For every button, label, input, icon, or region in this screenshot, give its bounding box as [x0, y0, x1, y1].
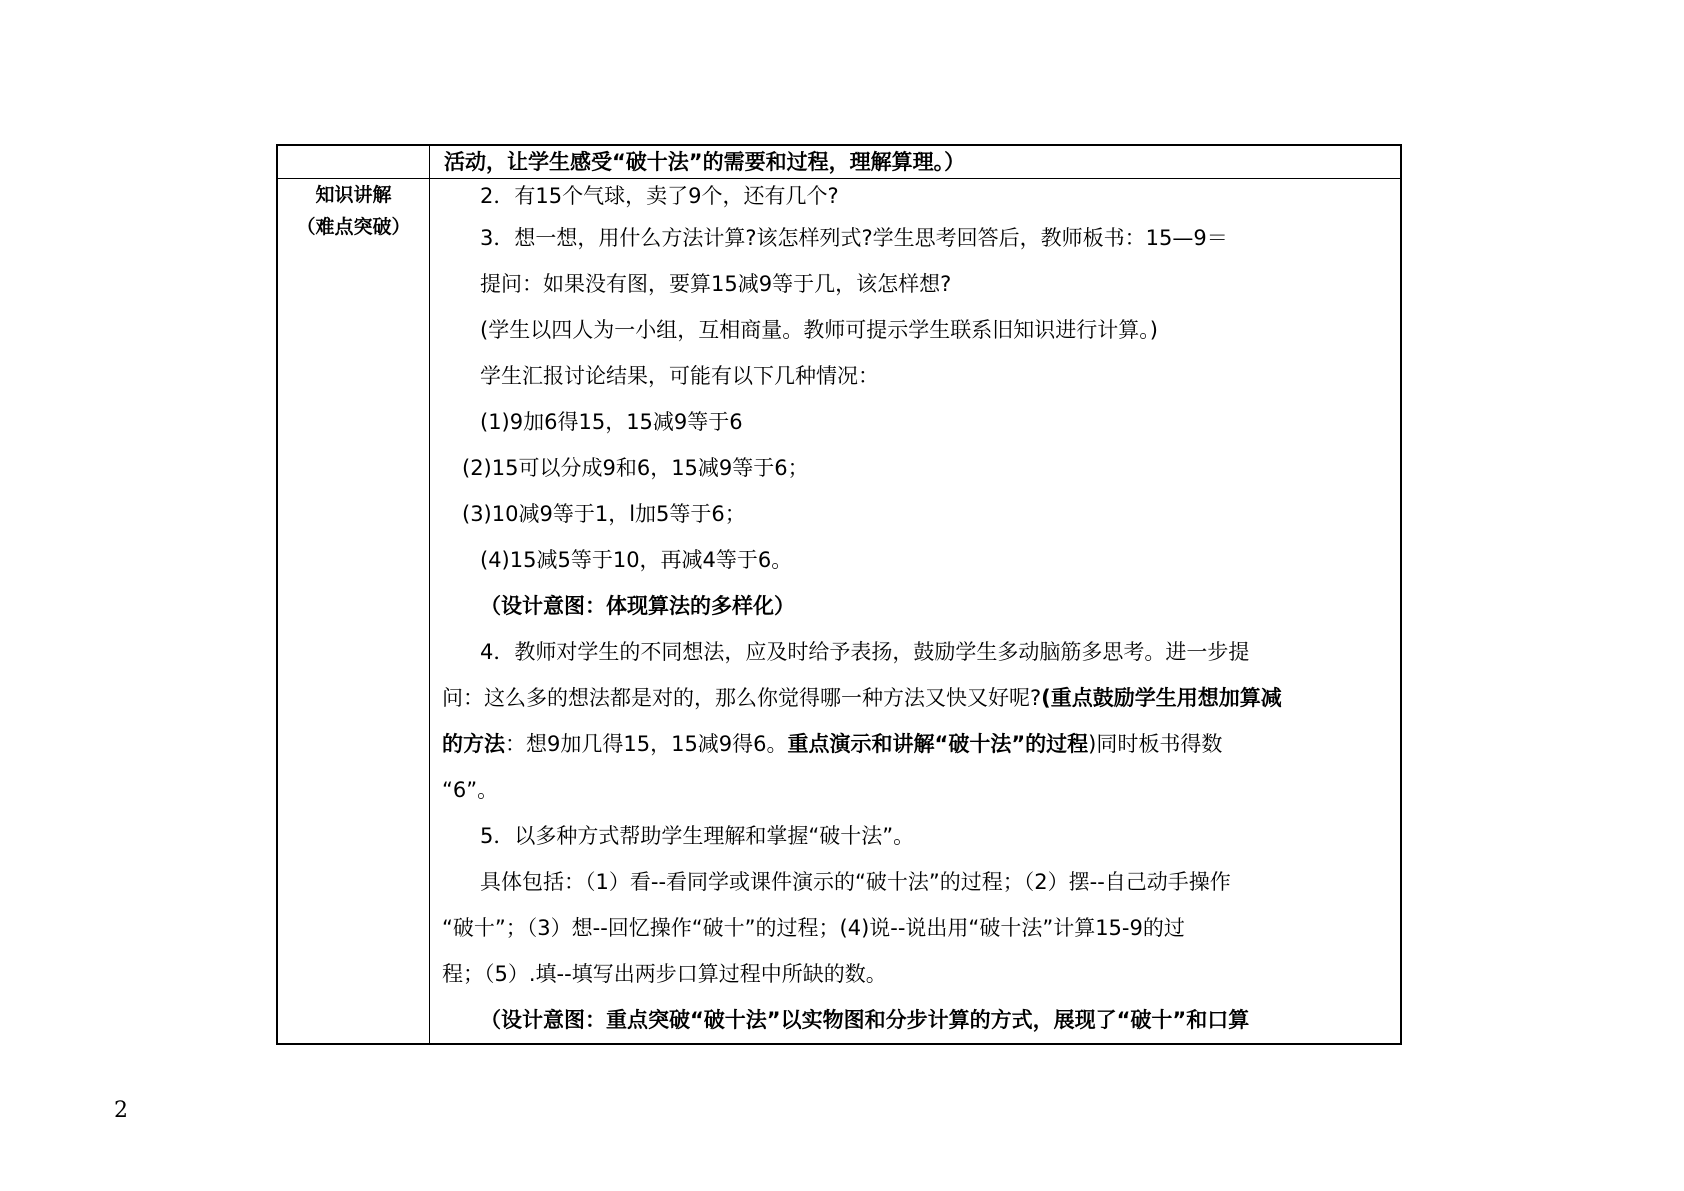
- content-text: ：想9加几得15，15减9得6。: [505, 732, 788, 756]
- content-line: 3．想一想，用什么方法计算?该怎样列式?学生思考回答后，教师板书：15—9＝: [480, 226, 1228, 250]
- section-label-cell: [277, 179, 430, 1045]
- content-line: (2)15可以分成9和6，15减9等于6；: [462, 456, 809, 480]
- section-content: [430, 179, 1400, 1043]
- content-text: 问：这么多的想法都是对的，那么你觉得哪一种方法又快又好呢?: [442, 686, 1042, 710]
- table-row: [277, 145, 1401, 179]
- content-line: 具体包括：（1）看--看同学或课件演示的“破十法”的过程；（2）摆--自己动手操作: [480, 870, 1231, 894]
- content-emphasis: (重点鼓励学生用想加算减: [1041, 686, 1282, 710]
- content-line: (学生以四人为一小组，互相商量。教师可提示学生联系旧知识进行计算。): [480, 318, 1158, 342]
- section-label: 知识讲解: [315, 184, 392, 206]
- content-emphasis: 重点演示和讲解“破十法”的过程: [787, 732, 1089, 756]
- content-line: 程；（5）.填--填写出两步口算过程中所缺的数。: [442, 962, 887, 986]
- content-line: “6”。: [442, 778, 499, 802]
- section-sublabel: （难点突破）: [296, 216, 411, 238]
- intro-text: 活动，让学生感受“破十法”的需要和过程，理解算理。）: [444, 150, 966, 174]
- table-cell-intro: [430, 145, 1402, 179]
- design-intent-line: （设计意图：重点突破“破十法”以实物图和分步计算的方式，展现了“破十”和口算: [480, 1008, 1250, 1032]
- content-line: [430, 721, 1400, 767]
- lesson-plan-table: [276, 144, 1402, 1045]
- section-content-cell: [430, 179, 1402, 1045]
- table-cell-empty: [277, 145, 430, 179]
- content-line: 4．教师对学生的不同想法，应及时给予表扬，鼓励学生多动脑筋多思考。进一步提: [480, 640, 1250, 664]
- table-row: [277, 179, 1401, 1045]
- content-text: )同时板书得数: [1088, 732, 1223, 756]
- content-line: 学生汇报讨论结果，可能有以下几种情况：: [480, 364, 879, 388]
- content-line: 5．以多种方式帮助学生理解和掌握“破十法”。: [480, 824, 915, 848]
- content-line: (1)9加6得15，15减9等于6: [480, 410, 743, 434]
- content-line: 提问：如果没有图，要算15减9等于几，该怎样想?: [480, 272, 952, 296]
- content-line: (4)15减5等于10，再减4等于6。: [480, 548, 793, 572]
- content-line: 2．有15个气球，卖了9个，还有几个?: [480, 184, 839, 208]
- design-intent-line: （设计意图：体现算法的多样化）: [480, 594, 795, 618]
- page-number: 2: [114, 1098, 128, 1123]
- content-line: “破十”；（3）想--回忆操作“破十”的过程；(4)说--说出用“破十法”计算15-9的过: [442, 916, 1185, 940]
- content-emphasis: 的方法: [442, 732, 505, 756]
- content-line: (3)10减9等于1，l加5等于6；: [462, 502, 746, 526]
- content-line: [430, 675, 1400, 721]
